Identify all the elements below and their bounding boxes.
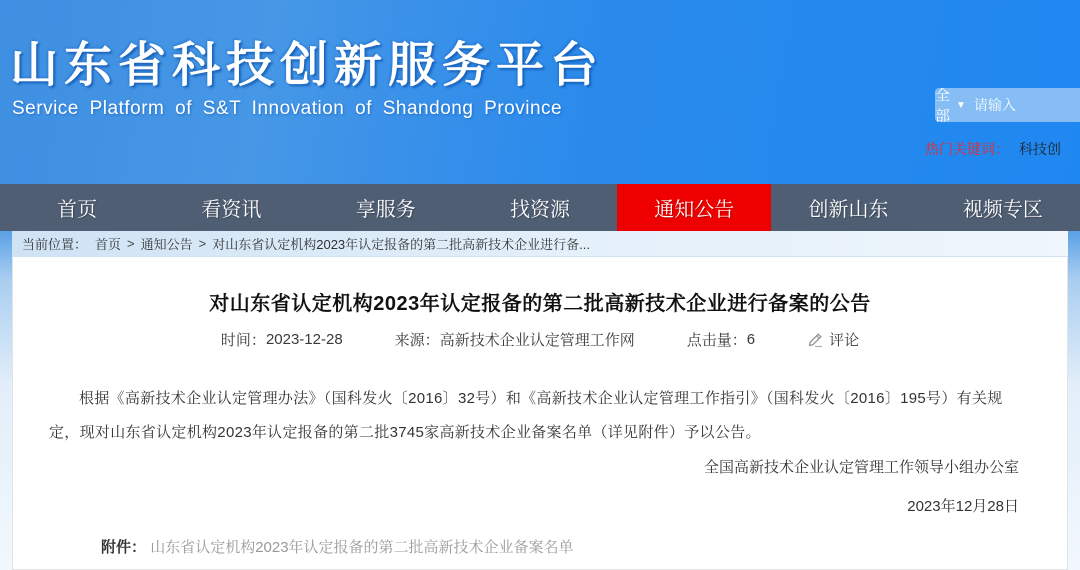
meta-hits-label: 点击量： xyxy=(686,332,747,349)
meta-time-value: 2023-12-28 xyxy=(265,331,343,348)
nav-item-home[interactable]: 首页 xyxy=(57,199,98,221)
site-title: 山东省科技创新服务平台 xyxy=(10,39,605,92)
nav-item-services[interactable]: 享服务 xyxy=(355,199,416,221)
article-panel xyxy=(12,257,1068,570)
meta-hits xyxy=(687,329,755,350)
attachment-label: 附件： xyxy=(101,539,147,556)
meta-time xyxy=(221,329,343,350)
meta-hits-value: 6 xyxy=(746,331,756,348)
article-title: 对山东省认定机构2023年认定报备的第二批高新技术企业进行备案的公告 xyxy=(209,293,871,315)
breadcrumb-label: 当前位置： xyxy=(22,237,88,252)
meta-time-label: 时间： xyxy=(220,332,266,349)
search-category-label: 全部 xyxy=(935,88,951,122)
attachment-row xyxy=(101,536,1067,557)
meta-comment-label: 评论 xyxy=(829,332,860,349)
main-nav xyxy=(0,184,1080,231)
content-column xyxy=(12,231,1068,570)
attachment-link[interactable]: 山东省认定机构2023年认定报备的第二批高新技术企业备案名单 xyxy=(150,539,574,556)
meta-source-label: 来源： xyxy=(394,332,440,349)
hot-keywords-line xyxy=(925,139,1080,159)
search-category-dropdown[interactable] xyxy=(935,88,966,122)
site-header xyxy=(0,0,1080,184)
meta-comment[interactable] xyxy=(807,329,859,350)
hot-keywords-label: 热门关键词： xyxy=(925,141,1009,157)
breadcrumb-home-link[interactable]: 首页 xyxy=(95,237,122,252)
breadcrumb-separator: > xyxy=(198,236,207,251)
breadcrumb-current: 对山东省认定机构2023年认定报备的第二批高新技术企业进行备... xyxy=(212,237,590,252)
nav-item-innovation[interactable]: 创新山东 xyxy=(808,199,889,221)
meta-source-value: 高新技术企业认定管理工作网 xyxy=(439,332,635,349)
nav-item-videos[interactable]: 视频专区 xyxy=(962,199,1043,221)
breadcrumb xyxy=(12,231,1068,257)
article-signature: 全国高新技术企业认定管理工作领导小组办公室 xyxy=(703,459,1019,476)
search-input[interactable] xyxy=(966,88,1080,122)
meta-source xyxy=(395,329,635,350)
article-body: 根据《高新技术企业认定管理办法》（国科发火〔2016〕32号）和《高新技术企业认定管理工作指引》（国科发火〔2016〕195号）有关规定，现对山东省认定机构2023年认定报备的第二批3745家高新技术企业备案名单（详见附件）予以公告。 xyxy=(49,390,1003,441)
hot-keywords-links[interactable]: 科技创 xyxy=(1019,141,1061,157)
article-date: 2023年12月28日 xyxy=(907,498,1019,515)
nav-item-resources[interactable]: 找资源 xyxy=(509,199,570,221)
article-meta xyxy=(13,329,1067,350)
breadcrumb-separator: > xyxy=(127,236,135,251)
comment-pencil-icon xyxy=(807,331,824,348)
nav-item-notices[interactable]: 通知公告 xyxy=(617,184,771,231)
site-subtitle: Service Platform of S&T Innovation of Shandong Province xyxy=(12,98,563,119)
page-background xyxy=(0,231,1080,570)
nav-item-news[interactable]: 看资讯 xyxy=(201,199,262,221)
breadcrumb-section-link[interactable]: 通知公告 xyxy=(140,237,193,252)
chevron-down-icon: ▼ xyxy=(956,99,966,111)
search-bar xyxy=(935,88,1080,122)
